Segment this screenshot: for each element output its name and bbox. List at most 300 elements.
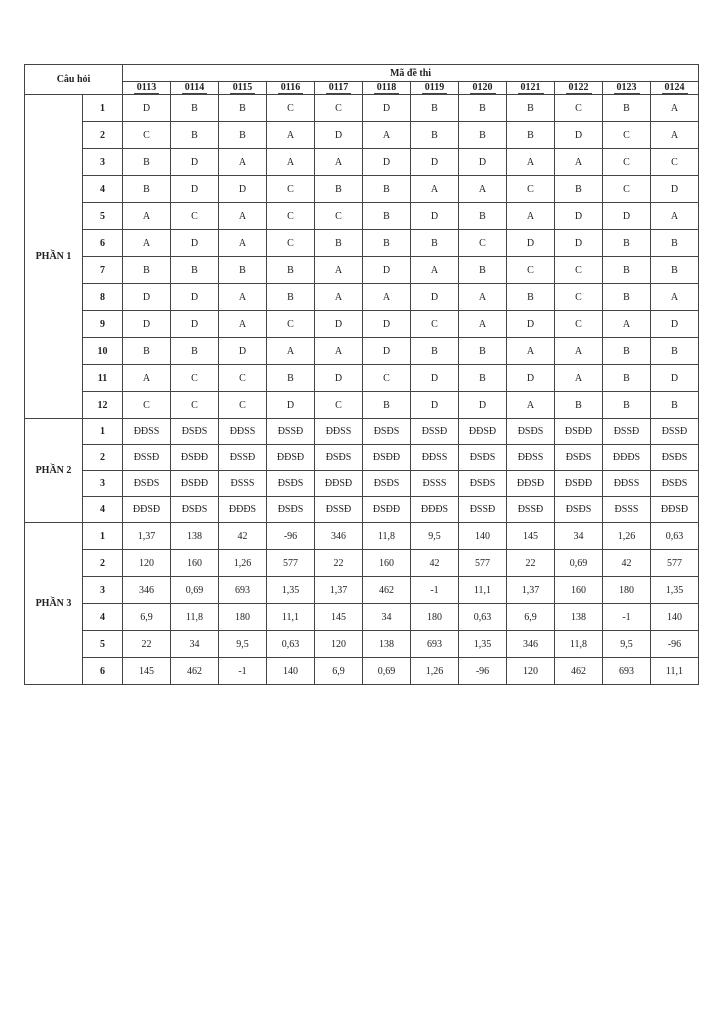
answer-cell: B bbox=[123, 338, 171, 365]
answer-cell: ĐSSĐ bbox=[267, 419, 315, 445]
answer-cell: ĐĐSS bbox=[123, 419, 171, 445]
answer-cell: ĐSĐS bbox=[363, 471, 411, 497]
table-row bbox=[25, 419, 699, 445]
answer-cell: 180 bbox=[603, 577, 651, 604]
answer-cell: ĐSĐS bbox=[555, 497, 603, 523]
answer-cell: ĐĐSS bbox=[411, 445, 459, 471]
table-row bbox=[25, 445, 699, 471]
answer-cell: 140 bbox=[267, 658, 315, 685]
question-number: 7 bbox=[83, 257, 123, 284]
answer-cell: ĐSĐĐ bbox=[555, 471, 603, 497]
answer-cell: B bbox=[603, 338, 651, 365]
question-number: 11 bbox=[83, 365, 123, 392]
answer-cell: D bbox=[363, 257, 411, 284]
answer-cell: C bbox=[267, 95, 315, 122]
answer-cell: A bbox=[459, 176, 507, 203]
answer-cell: D bbox=[363, 95, 411, 122]
answer-cell: ĐSSĐ bbox=[123, 445, 171, 471]
answer-cell: D bbox=[219, 338, 267, 365]
answer-cell: B bbox=[315, 230, 363, 257]
answer-cell: B bbox=[507, 284, 555, 311]
table-row bbox=[25, 392, 699, 419]
answer-cell: B bbox=[459, 122, 507, 149]
answer-cell: D bbox=[171, 230, 219, 257]
answer-cell: A bbox=[507, 392, 555, 419]
answer-cell: 42 bbox=[603, 550, 651, 577]
answer-cell: ĐĐSĐ bbox=[123, 497, 171, 523]
table-row bbox=[25, 471, 699, 497]
exam-code-label: 0118 bbox=[374, 83, 399, 94]
exam-code-label: 0115 bbox=[230, 83, 255, 94]
exam-code-row bbox=[25, 82, 699, 95]
answer-cell: A bbox=[267, 149, 315, 176]
answer-cell: A bbox=[315, 284, 363, 311]
answer-cell: B bbox=[363, 176, 411, 203]
answer-cell: 9,5 bbox=[219, 631, 267, 658]
answer-cell: 120 bbox=[315, 631, 363, 658]
table-row bbox=[25, 284, 699, 311]
answer-cell: B bbox=[267, 365, 315, 392]
answer-cell: A bbox=[267, 122, 315, 149]
exam-code-cell bbox=[459, 82, 507, 95]
answer-cell: D bbox=[555, 230, 603, 257]
exam-code-label: 0119 bbox=[422, 83, 447, 94]
question-number: 6 bbox=[83, 658, 123, 685]
answer-cell: ĐSSĐ bbox=[459, 497, 507, 523]
question-number: 2 bbox=[83, 445, 123, 471]
question-number: 4 bbox=[83, 176, 123, 203]
answer-cell: 145 bbox=[123, 658, 171, 685]
answer-cell: 160 bbox=[363, 550, 411, 577]
answer-cell: D bbox=[315, 365, 363, 392]
answer-cell: B bbox=[555, 392, 603, 419]
answer-cell: 462 bbox=[555, 658, 603, 685]
exam-code-label: 0122 bbox=[566, 83, 592, 94]
answer-cell: A bbox=[651, 203, 699, 230]
answer-cell: C bbox=[123, 392, 171, 419]
table-row bbox=[25, 257, 699, 284]
answer-cell: D bbox=[123, 284, 171, 311]
answer-cell: 6,9 bbox=[507, 604, 555, 631]
answer-cell: 34 bbox=[171, 631, 219, 658]
answer-cell: 0,63 bbox=[459, 604, 507, 631]
answer-cell: D bbox=[411, 365, 459, 392]
part-label: PHẦN 2 bbox=[25, 419, 83, 523]
answer-cell: B bbox=[315, 176, 363, 203]
answer-cell: D bbox=[459, 392, 507, 419]
answer-cell: B bbox=[171, 338, 219, 365]
answer-cell: ĐSĐS bbox=[459, 471, 507, 497]
answer-cell: ĐSĐS bbox=[507, 419, 555, 445]
exam-code-cell bbox=[219, 82, 267, 95]
table-row bbox=[25, 149, 699, 176]
answer-cell: C bbox=[171, 392, 219, 419]
answer-cell: A bbox=[651, 122, 699, 149]
table-row bbox=[25, 122, 699, 149]
answer-cell: A bbox=[219, 149, 267, 176]
answer-cell: C bbox=[315, 95, 363, 122]
answer-cell: D bbox=[411, 284, 459, 311]
answer-cell: ĐSĐĐ bbox=[171, 445, 219, 471]
answer-cell: ĐSĐĐ bbox=[555, 419, 603, 445]
answer-cell: A bbox=[411, 257, 459, 284]
answer-cell: 145 bbox=[315, 604, 363, 631]
answer-cell: 1,35 bbox=[651, 577, 699, 604]
answer-cell: ĐSĐS bbox=[651, 445, 699, 471]
answer-cell: D bbox=[315, 122, 363, 149]
answer-cell: 6,9 bbox=[123, 604, 171, 631]
answer-cell: B bbox=[603, 95, 651, 122]
question-number: 1 bbox=[83, 523, 123, 550]
answer-cell: B bbox=[651, 392, 699, 419]
answer-cell: C bbox=[411, 311, 459, 338]
answer-cell: ĐĐSĐ bbox=[267, 445, 315, 471]
answer-cell: A bbox=[363, 284, 411, 311]
answer-cell: A bbox=[315, 338, 363, 365]
answer-cell: ĐĐSĐ bbox=[507, 471, 555, 497]
answer-cell: B bbox=[219, 257, 267, 284]
answer-cell: B bbox=[603, 230, 651, 257]
answer-cell: A bbox=[363, 122, 411, 149]
answer-cell: ĐSĐS bbox=[171, 419, 219, 445]
answer-cell: C bbox=[555, 311, 603, 338]
answer-cell: D bbox=[411, 392, 459, 419]
answer-body bbox=[25, 95, 699, 685]
answer-cell: 0,69 bbox=[363, 658, 411, 685]
answer-cell: C bbox=[603, 149, 651, 176]
exam-code-cell bbox=[651, 82, 699, 95]
table-row bbox=[25, 604, 699, 631]
question-number: 1 bbox=[83, 95, 123, 122]
answer-cell: 180 bbox=[411, 604, 459, 631]
question-number: 9 bbox=[83, 311, 123, 338]
answer-cell: B bbox=[363, 230, 411, 257]
answer-cell: -1 bbox=[603, 604, 651, 631]
answer-cell: 1,37 bbox=[123, 523, 171, 550]
answer-cell: ĐSSS bbox=[603, 497, 651, 523]
answer-cell: 462 bbox=[171, 658, 219, 685]
answer-cell: B bbox=[123, 257, 171, 284]
answer-cell: ĐSĐĐ bbox=[363, 445, 411, 471]
question-number: 4 bbox=[83, 497, 123, 523]
question-number: 3 bbox=[83, 149, 123, 176]
answer-cell: 11,8 bbox=[363, 523, 411, 550]
answer-cell: D bbox=[651, 311, 699, 338]
table-row bbox=[25, 631, 699, 658]
answer-cell: ĐSĐS bbox=[555, 445, 603, 471]
answer-cell: 1,37 bbox=[315, 577, 363, 604]
answer-cell: ĐSĐS bbox=[171, 497, 219, 523]
answer-cell: B bbox=[123, 176, 171, 203]
answer-cell: ĐĐSĐ bbox=[315, 471, 363, 497]
answer-cell: B bbox=[411, 95, 459, 122]
answer-cell: A bbox=[219, 284, 267, 311]
answer-key-table bbox=[24, 64, 699, 685]
table-row bbox=[25, 203, 699, 230]
answer-cell: D bbox=[411, 149, 459, 176]
question-number: 10 bbox=[83, 338, 123, 365]
answer-cell: 693 bbox=[411, 631, 459, 658]
answer-cell: 0,69 bbox=[555, 550, 603, 577]
table-row bbox=[25, 176, 699, 203]
answer-cell: 160 bbox=[555, 577, 603, 604]
answer-cell: B bbox=[219, 122, 267, 149]
exam-code-label: 0114 bbox=[182, 83, 207, 94]
answer-cell: D bbox=[363, 311, 411, 338]
answer-cell: B bbox=[123, 149, 171, 176]
table-row bbox=[25, 550, 699, 577]
answer-cell: 140 bbox=[459, 523, 507, 550]
answer-cell: 1,26 bbox=[603, 523, 651, 550]
answer-cell: 120 bbox=[123, 550, 171, 577]
answer-cell: 0,63 bbox=[651, 523, 699, 550]
answer-cell: C bbox=[219, 392, 267, 419]
answer-cell: D bbox=[507, 311, 555, 338]
table-row bbox=[25, 365, 699, 392]
answer-cell: 138 bbox=[363, 631, 411, 658]
answer-cell: 138 bbox=[171, 523, 219, 550]
answer-cell: B bbox=[459, 203, 507, 230]
answer-cell: ĐSĐĐ bbox=[363, 497, 411, 523]
answer-cell: D bbox=[459, 149, 507, 176]
answer-cell: ĐSĐS bbox=[123, 471, 171, 497]
answer-cell: 22 bbox=[123, 631, 171, 658]
answer-cell: 693 bbox=[219, 577, 267, 604]
table-row bbox=[25, 311, 699, 338]
answer-cell: ĐĐSĐ bbox=[651, 497, 699, 523]
answer-cell: 11,8 bbox=[555, 631, 603, 658]
answer-cell: 11,8 bbox=[171, 604, 219, 631]
exam-code-cell bbox=[603, 82, 651, 95]
answer-cell: 693 bbox=[603, 658, 651, 685]
answer-cell: ĐĐSS bbox=[219, 419, 267, 445]
question-number: 12 bbox=[83, 392, 123, 419]
table-row bbox=[25, 230, 699, 257]
exam-code-label: 0123 bbox=[614, 83, 640, 94]
answer-cell: A bbox=[267, 338, 315, 365]
answer-cell: C bbox=[219, 365, 267, 392]
part-label: PHẦN 1 bbox=[25, 95, 83, 419]
answer-cell: ĐĐSĐ bbox=[459, 419, 507, 445]
answer-cell: A bbox=[507, 149, 555, 176]
answer-cell: 577 bbox=[267, 550, 315, 577]
answer-cell: ĐSSĐ bbox=[507, 497, 555, 523]
question-number: 4 bbox=[83, 604, 123, 631]
answer-cell: 34 bbox=[363, 604, 411, 631]
answer-cell: A bbox=[555, 338, 603, 365]
answer-cell: C bbox=[123, 122, 171, 149]
table-row bbox=[25, 95, 699, 122]
table-row bbox=[25, 658, 699, 685]
answer-cell: B bbox=[507, 122, 555, 149]
answer-cell: C bbox=[315, 392, 363, 419]
answer-cell: C bbox=[555, 284, 603, 311]
answer-cell: D bbox=[171, 149, 219, 176]
answer-cell: ĐĐSS bbox=[507, 445, 555, 471]
answer-cell: 6,9 bbox=[315, 658, 363, 685]
answer-cell: A bbox=[603, 311, 651, 338]
question-number: 5 bbox=[83, 203, 123, 230]
answer-cell: B bbox=[459, 95, 507, 122]
answer-cell: -96 bbox=[651, 631, 699, 658]
answer-cell: D bbox=[171, 176, 219, 203]
question-number: 5 bbox=[83, 631, 123, 658]
table-row bbox=[25, 338, 699, 365]
answer-cell: 11,1 bbox=[267, 604, 315, 631]
answer-cell: A bbox=[219, 203, 267, 230]
answer-cell: C bbox=[507, 257, 555, 284]
answer-cell: D bbox=[171, 311, 219, 338]
answer-cell: B bbox=[219, 95, 267, 122]
exam-code-cell bbox=[507, 82, 555, 95]
answer-cell: A bbox=[315, 257, 363, 284]
answer-cell: D bbox=[267, 392, 315, 419]
answer-cell: D bbox=[411, 203, 459, 230]
answer-cell: 34 bbox=[555, 523, 603, 550]
exam-code-cell bbox=[123, 82, 171, 95]
answer-cell: 1,37 bbox=[507, 577, 555, 604]
answer-cell: A bbox=[651, 95, 699, 122]
answer-cell: B bbox=[603, 365, 651, 392]
answer-cell: D bbox=[123, 311, 171, 338]
answer-cell: D bbox=[651, 176, 699, 203]
answer-cell: B bbox=[171, 257, 219, 284]
answer-cell: A bbox=[411, 176, 459, 203]
answer-cell: D bbox=[651, 365, 699, 392]
answer-cell: B bbox=[603, 284, 651, 311]
answer-cell: ĐSĐS bbox=[267, 471, 315, 497]
answer-cell: 11,1 bbox=[651, 658, 699, 685]
answer-cell: ĐĐĐS bbox=[219, 497, 267, 523]
answer-cell: A bbox=[555, 149, 603, 176]
answer-cell: ĐSĐS bbox=[267, 497, 315, 523]
answer-cell: 346 bbox=[507, 631, 555, 658]
answer-cell: B bbox=[603, 392, 651, 419]
answer-cell: B bbox=[459, 338, 507, 365]
answer-cell: C bbox=[171, 365, 219, 392]
answer-cell: C bbox=[555, 257, 603, 284]
answer-cell: 22 bbox=[507, 550, 555, 577]
answer-cell: C bbox=[267, 311, 315, 338]
answer-cell: 1,26 bbox=[219, 550, 267, 577]
exam-code-label: 0124 bbox=[662, 83, 688, 94]
answer-cell: B bbox=[267, 284, 315, 311]
answer-cell: 138 bbox=[555, 604, 603, 631]
answer-cell: D bbox=[315, 311, 363, 338]
answer-cell: A bbox=[651, 284, 699, 311]
answer-cell: A bbox=[123, 365, 171, 392]
question-number: 6 bbox=[83, 230, 123, 257]
table-row bbox=[25, 497, 699, 523]
answer-cell: C bbox=[363, 365, 411, 392]
answer-cell: C bbox=[459, 230, 507, 257]
answer-cell: ĐSĐS bbox=[459, 445, 507, 471]
answer-cell: C bbox=[555, 95, 603, 122]
answer-cell: C bbox=[603, 176, 651, 203]
answer-cell: -1 bbox=[219, 658, 267, 685]
answer-cell: B bbox=[363, 203, 411, 230]
exam-code-cell bbox=[315, 82, 363, 95]
answer-cell: C bbox=[315, 203, 363, 230]
answer-cell: A bbox=[219, 311, 267, 338]
exam-code-cell bbox=[555, 82, 603, 95]
answer-cell: B bbox=[507, 95, 555, 122]
answer-cell: ĐSĐĐ bbox=[171, 471, 219, 497]
answer-cell: D bbox=[171, 284, 219, 311]
question-number: 3 bbox=[83, 471, 123, 497]
answer-cell: D bbox=[219, 176, 267, 203]
answer-cell: 180 bbox=[219, 604, 267, 631]
answer-cell: C bbox=[267, 203, 315, 230]
answer-cell: 42 bbox=[411, 550, 459, 577]
answer-cell: 42 bbox=[219, 523, 267, 550]
answer-cell: -96 bbox=[267, 523, 315, 550]
question-number: 8 bbox=[83, 284, 123, 311]
answer-cell: A bbox=[219, 230, 267, 257]
answer-cell: C bbox=[651, 149, 699, 176]
answer-cell: C bbox=[603, 122, 651, 149]
question-number: 2 bbox=[83, 122, 123, 149]
answer-cell: A bbox=[123, 230, 171, 257]
exam-code-label: 0116 bbox=[278, 83, 303, 94]
answer-cell: ĐSSĐ bbox=[603, 419, 651, 445]
exam-code-label: 0120 bbox=[470, 83, 496, 94]
answer-cell: B bbox=[603, 257, 651, 284]
answer-cell: 9,5 bbox=[411, 523, 459, 550]
answer-cell: ĐSSĐ bbox=[219, 445, 267, 471]
exam-code-label: 0117 bbox=[326, 83, 351, 94]
answer-cell: B bbox=[411, 338, 459, 365]
part-label: PHẦN 3 bbox=[25, 523, 83, 685]
answer-cell: 1,35 bbox=[459, 631, 507, 658]
answer-cell: B bbox=[651, 257, 699, 284]
question-number: 2 bbox=[83, 550, 123, 577]
answer-cell: ĐSĐS bbox=[651, 471, 699, 497]
answer-cell: B bbox=[459, 365, 507, 392]
table-row bbox=[25, 523, 699, 550]
answer-cell: 346 bbox=[315, 523, 363, 550]
answer-cell: ĐĐĐS bbox=[603, 445, 651, 471]
answer-cell: ĐĐĐS bbox=[411, 497, 459, 523]
answer-cell: 0,63 bbox=[267, 631, 315, 658]
answer-cell: ĐSSĐ bbox=[651, 419, 699, 445]
answer-cell: B bbox=[411, 122, 459, 149]
answer-cell: B bbox=[171, 122, 219, 149]
answer-cell: 160 bbox=[171, 550, 219, 577]
answer-cell: B bbox=[411, 230, 459, 257]
answer-cell: ĐĐSS bbox=[315, 419, 363, 445]
answer-cell: A bbox=[507, 203, 555, 230]
answer-cell: C bbox=[267, 176, 315, 203]
answer-cell: 1,26 bbox=[411, 658, 459, 685]
answer-cell: B bbox=[267, 257, 315, 284]
answer-cell: 9,5 bbox=[603, 631, 651, 658]
answer-cell: ĐSĐS bbox=[363, 419, 411, 445]
answer-cell: ĐSSĐ bbox=[315, 497, 363, 523]
answer-cell: A bbox=[459, 284, 507, 311]
answer-cell: A bbox=[507, 338, 555, 365]
answer-cell: ĐSSS bbox=[219, 471, 267, 497]
answer-cell: ĐSSĐ bbox=[411, 419, 459, 445]
answer-cell: 140 bbox=[651, 604, 699, 631]
answer-cell: D bbox=[507, 230, 555, 257]
answer-cell: C bbox=[267, 230, 315, 257]
answer-cell: 22 bbox=[315, 550, 363, 577]
answer-cell: D bbox=[507, 365, 555, 392]
answer-cell: 1,35 bbox=[267, 577, 315, 604]
answer-cell: 577 bbox=[459, 550, 507, 577]
question-number: 1 bbox=[83, 419, 123, 445]
